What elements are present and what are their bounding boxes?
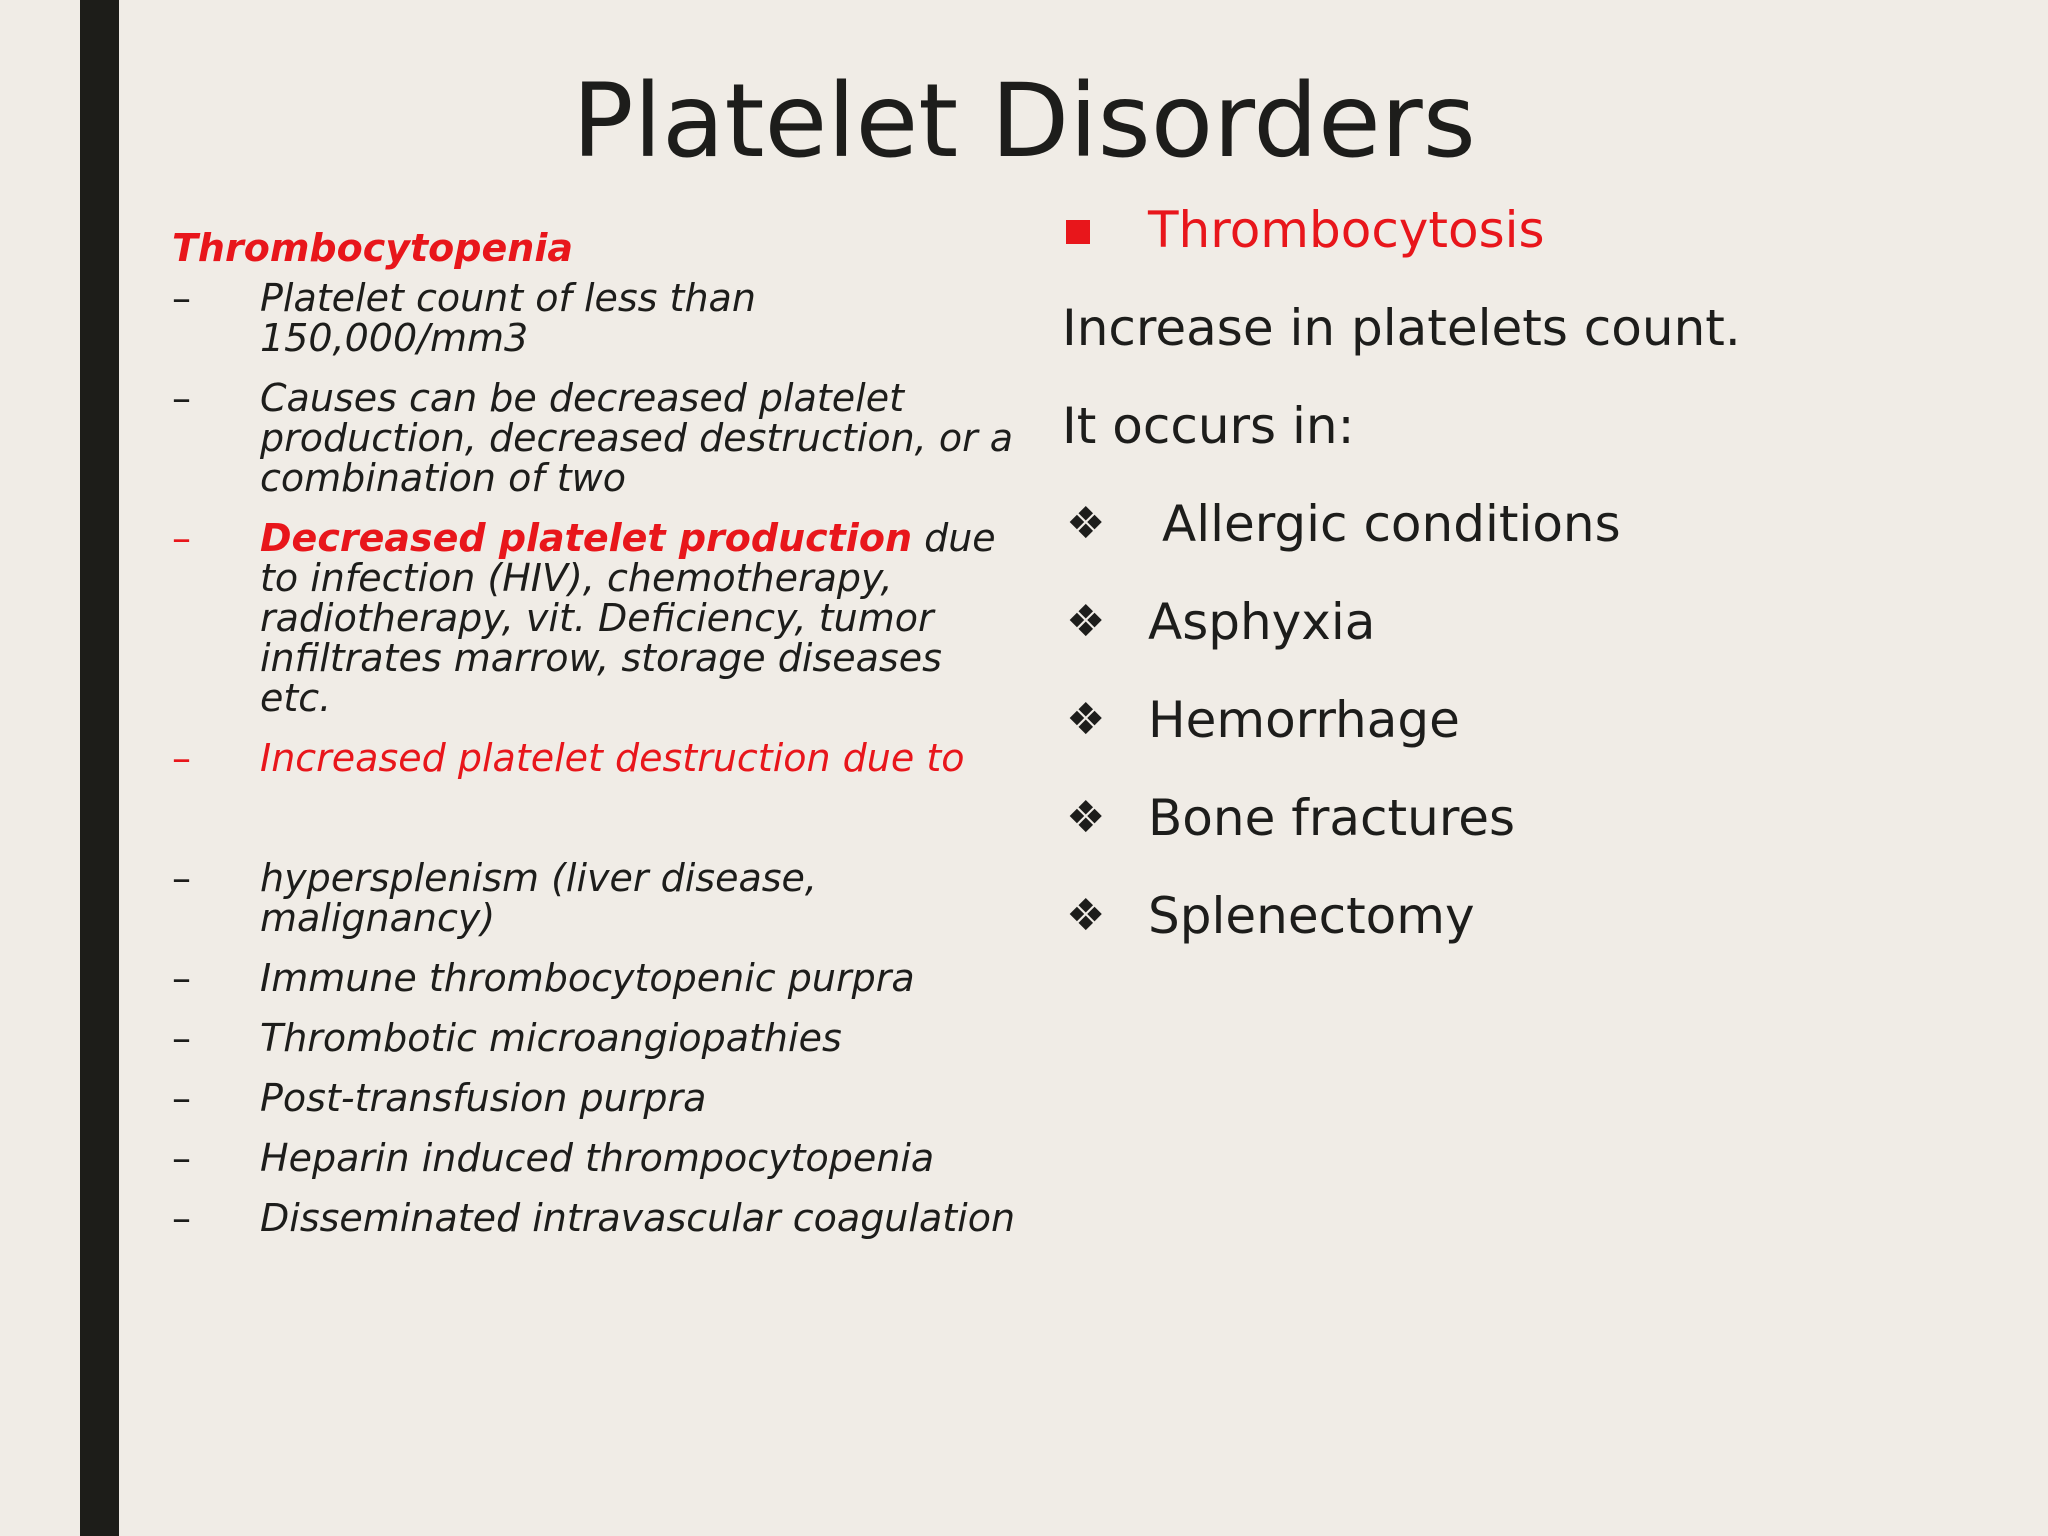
thrombocytopenia-list bbox=[172, 276, 1016, 1240]
four-diamond-icon: ❖ bbox=[1066, 694, 1106, 745]
dash-bullet: – bbox=[172, 516, 191, 560]
list-item bbox=[172, 1078, 1020, 1118]
list-item-text: due to bbox=[260, 516, 996, 600]
dash-bullet: – bbox=[172, 1136, 191, 1180]
dash-bullet: – bbox=[172, 376, 191, 420]
list-item-text: Increased platelet destruction due to bbox=[260, 736, 965, 780]
list-item-text: Platelet count of less than 150,000/mm3 bbox=[260, 276, 756, 360]
list-item bbox=[172, 738, 1020, 778]
dash-bullet: – bbox=[172, 276, 191, 320]
left-accent-bar bbox=[80, 0, 119, 1536]
thrombocytopenia-section bbox=[172, 220, 1016, 1258]
thrombocytosis-heading: Thrombocytosis bbox=[1148, 201, 1545, 259]
list-item-text: Splenectomy bbox=[1148, 887, 1475, 945]
list-item-text: Hemorrhage bbox=[1148, 691, 1460, 749]
list-item-text: hypersplenism (liver disease, malignancy) bbox=[260, 856, 817, 940]
list-item bbox=[172, 1018, 1020, 1058]
list-item bbox=[1062, 688, 1962, 752]
occurs-in-label: It occurs in: bbox=[1062, 397, 1355, 455]
list-item bbox=[172, 1198, 1020, 1238]
four-diamond-icon: ❖ bbox=[1066, 596, 1106, 647]
list-item bbox=[1062, 884, 1962, 948]
list-item-text: Allergic conditions bbox=[1162, 495, 1621, 553]
thrombocytopenia-heading: Thrombocytopenia bbox=[172, 226, 573, 270]
dash-bullet: – bbox=[172, 856, 191, 900]
list-item-text: Asphyxia bbox=[1148, 593, 1376, 651]
list-item-text-continued: infection (HIV), chemotherapy, radiotherapy, vit. Deficiency, tumor infiltrates marrow, storage diseases etc. bbox=[260, 556, 942, 720]
slide-title: Platelet Disorders bbox=[572, 62, 1476, 181]
list-item bbox=[1062, 786, 1962, 850]
thrombocytosis-heading-row bbox=[1062, 198, 1962, 262]
list-item bbox=[172, 958, 1020, 998]
four-diamond-icon: ❖ bbox=[1066, 890, 1106, 941]
list-item-text: Post-transfusion purpra bbox=[260, 1076, 707, 1120]
list-item-text: Thrombotic microangiopathies bbox=[260, 1016, 842, 1060]
dash-bullet: – bbox=[172, 1196, 191, 1240]
dash-bullet: – bbox=[172, 736, 191, 780]
list-item bbox=[172, 858, 1020, 938]
dash-bullet: – bbox=[172, 956, 191, 1000]
list-item bbox=[1062, 492, 1962, 556]
thrombocytosis-definition: Increase in platelets count. bbox=[1062, 299, 1741, 357]
list-item-text: Heparin induced thrompocytopenia bbox=[260, 1136, 935, 1180]
list-item bbox=[1062, 590, 1962, 654]
list-item bbox=[172, 1138, 1020, 1178]
list-item bbox=[172, 278, 1020, 358]
thrombocytosis-causes-list bbox=[1062, 492, 1962, 948]
list-item-text: Bone fractures bbox=[1148, 789, 1516, 847]
list-item-text: Causes can be decreased platelet production, decreased destruction, or a combination of two bbox=[260, 376, 1014, 500]
list-item-text: Immune thrombocytopenic purpra bbox=[260, 956, 915, 1000]
dash-bullet: – bbox=[172, 1016, 191, 1060]
square-bullet-icon bbox=[1066, 220, 1090, 244]
dash-bullet: – bbox=[172, 1076, 191, 1120]
four-diamond-icon: ❖ bbox=[1066, 792, 1106, 843]
list-item-highlight: Decreased platelet production bbox=[260, 516, 912, 560]
four-diamond-icon: ❖ bbox=[1066, 498, 1106, 549]
thrombocytosis-section bbox=[1062, 198, 1962, 982]
list-item-text: Disseminated intravascular coagulation bbox=[260, 1196, 1016, 1240]
list-item bbox=[172, 518, 1020, 718]
list-item bbox=[172, 378, 1020, 498]
